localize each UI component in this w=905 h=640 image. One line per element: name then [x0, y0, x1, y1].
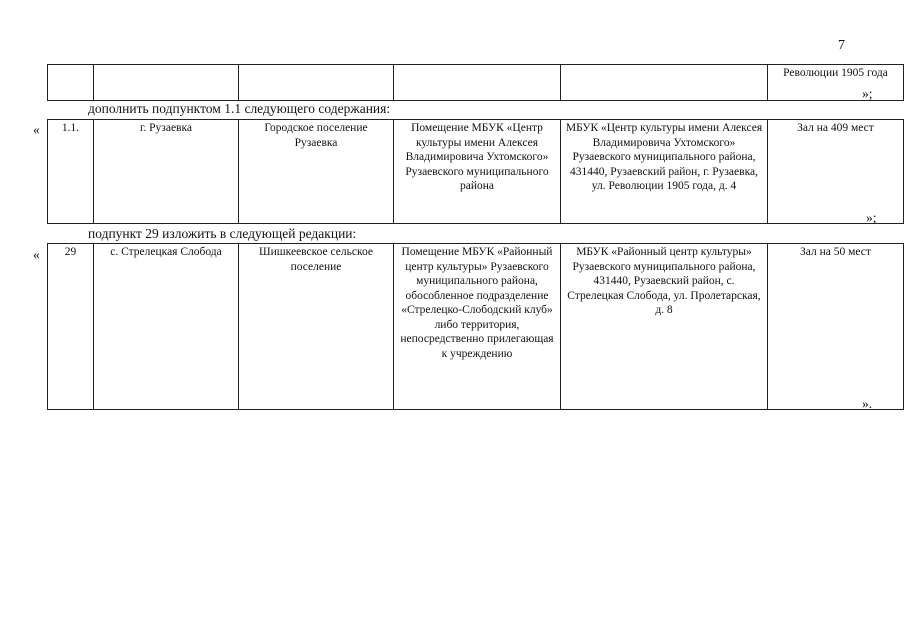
- cell-locality: с. Стрелецкая Слобода: [94, 244, 239, 410]
- cell-owner: [561, 65, 768, 101]
- table-continuation: [47, 64, 904, 101]
- table-row-29: [47, 243, 904, 410]
- cell-owner: МБУК «Центр культуры имени Алексея Владимировича Ухтомского» Рузаевского муниципального района, 431440, Рузаевский район, г. Рузаевка, ул. Революции 1905 года, д. 4: [561, 120, 768, 224]
- cell-settlement: [239, 65, 394, 101]
- opening-quote: «: [33, 247, 40, 262]
- closing-quote: »;: [862, 86, 873, 101]
- cell-capacity: Зал на 409 мест: [768, 120, 904, 224]
- closing-quote: »;: [866, 210, 877, 225]
- cell-owner: МБУК «Районный центр культуры» Рузаевского муниципального района, 431440, Рузаевский район, с. Стрелецкая Слобода, ул. Пролетарская, д. 8: [561, 244, 768, 410]
- cell-settlement: Шишкеевское сельское поселение: [239, 244, 394, 410]
- cell-locality: [94, 65, 239, 101]
- table-row: [48, 244, 904, 410]
- cell-capacity: Революции 1905 года: [768, 65, 904, 101]
- cell-premises: Помещение МБУК «Центр культуры имени Алексея Владимировича Ухтомского» Рузаевского муниципального района: [394, 120, 561, 224]
- cell-capacity: Зал на 50 мест: [768, 244, 904, 410]
- cell-premises: [394, 65, 561, 101]
- cell-num: [48, 65, 94, 101]
- cell-num: 29: [48, 244, 94, 410]
- intro-paragraph-1: дополнить подпунктом 1.1 следующего содержания:: [88, 101, 391, 116]
- cell-settlement: Городское поселение Рузаевка: [239, 120, 394, 224]
- table-row: [48, 120, 904, 224]
- table-row: [48, 65, 904, 101]
- table-row-1-1: [47, 119, 904, 224]
- page-number: 7: [838, 38, 845, 53]
- cell-premises: Помещение МБУК «Районный центр культуры» Рузаевского муниципального района, обособленное подразделение «Стрелецко-Слободский клуб» либо территория, непосредственно прилегающая к учреждению: [394, 244, 561, 410]
- closing-quote: ».: [862, 396, 873, 411]
- cell-num: 1.1.: [48, 120, 94, 224]
- opening-quote: «: [33, 122, 40, 137]
- cell-locality: г. Рузаевка: [94, 120, 239, 224]
- intro-paragraph-2: подпункт 29 изложить в следующей редакции:: [88, 226, 357, 241]
